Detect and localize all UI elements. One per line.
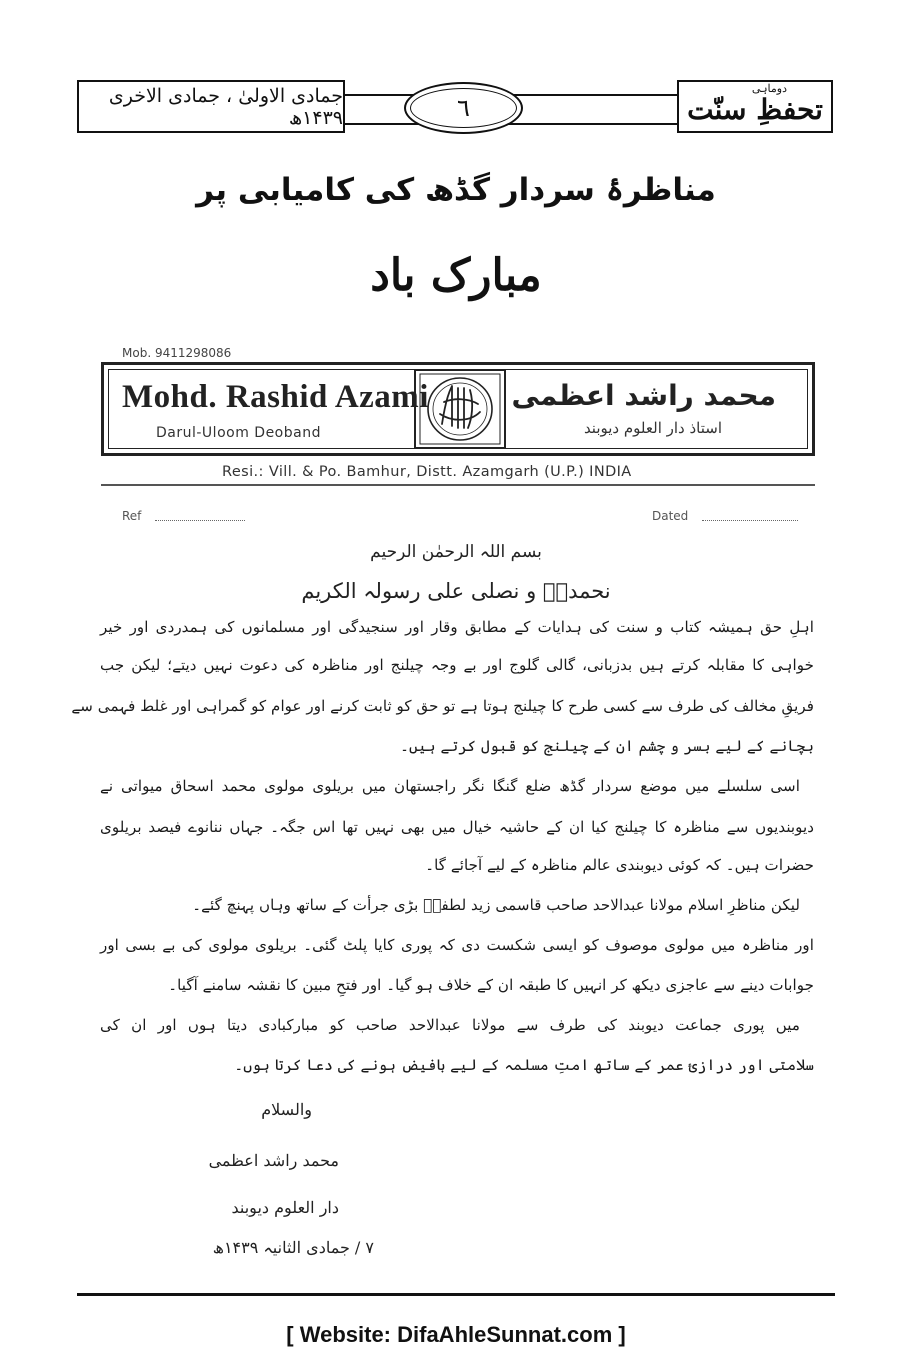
website-footer: [ Website: DifaAhleSunnat.com ] (286, 1322, 626, 1347)
letterhead-institution-en: Darul-Uloom Deoband (156, 425, 321, 441)
letter-line: دیوبندیوں سے مناظرہ کا چیلنج کیا ان کے حاشیہ خیال میں بھی نہیں تھا اس جگہ۔ جہاں ننانوے فیصد بریلوی (100, 818, 814, 836)
letter-line: جوابات دینے سے عاجزی دیکھ کر انہیں کا طبقہ ان کے خلاف ہو گیا۔ اور فتحِ مبین کا نقشہ سامنے آگیا۔ (168, 976, 814, 994)
letterhead-mobile: Mob. 9411298086 (122, 346, 232, 360)
article-subtitle: مبارک باد (370, 250, 542, 301)
bismillah: بسم اللہ الرحمٰن الرحیم (370, 542, 542, 562)
letterhead-frame (101, 362, 815, 456)
letterhead-name-en: Mohd. Rashid Azami (122, 379, 429, 415)
signed-date: ۷ / جمادی الثانیہ ۱۴۳۹ھ (212, 1238, 374, 1257)
letter-line: خواہی کا مقابلہ کرتے ہیں بدزبانی، گالی گلوج اور بے وجہ چیلنج اور مناظرہ کی دعوت نہیں دیتے؛ لیکن جب (100, 656, 814, 674)
dated-label: Dated (652, 509, 689, 523)
magazine-frequency: دوماہی (751, 82, 787, 95)
letterhead-divider (101, 484, 815, 486)
page-number-badge (404, 82, 523, 134)
letter-line: میں پوری جماعت دیوبند کی طرف سے مولانا عبدالاحد صاحب کو مبارکبادی دیتا ہوں اور ان کی (100, 1016, 800, 1034)
letter-line: فریقِ مخالف کی طرف سے کسی طرح کا چیلنج ہوتا ہے تو حق کو ثابت کرنے اور عوام کو گمراہی اور غلط فہمی سے (71, 697, 814, 715)
footer-rule (77, 1293, 835, 1296)
signatory-institution: دار العلوم دیوبند (231, 1198, 339, 1217)
letterhead-name-ur: محمد راشد اعظمی (511, 379, 776, 412)
issue-date-box (77, 80, 345, 133)
page-number: ٦ (457, 94, 470, 122)
ref-label: Ref (122, 509, 142, 523)
magazine-title: تحفظِ سنّت (687, 93, 823, 126)
letter-line: سلامتی اور درازئ عمر کے ساتھ امتِ مسلمہ کے لیے بافیض ہونے کی دعا کرتا ہوں۔ (234, 1056, 814, 1074)
letterhead-institution-ur: استاذ دار العلوم دیوبند (583, 419, 722, 437)
dated-field-line (702, 520, 798, 521)
signatory-name: محمد راشد اعظمی (208, 1151, 339, 1170)
letterhead-address: Resi.: Vill. & Po. Bamhur, Distt. Azamgarh (U.P.) INDIA (222, 464, 632, 480)
letter-line: اسی سلسلے میں موضع سردار گڈھ ضلع گنگا نگر راجستھان میں بریلوی مولوی محمد اسحاق میواتی نے (100, 777, 800, 795)
header-band (77, 77, 833, 137)
letter-line: لیکن مناظرِ اسلام مولانا عبدالاحد صاحب قاسمی زید لطفہٗ بڑی جرأت کے ساتھ وہاں پہنچ گئے۔ (192, 896, 800, 914)
salutation: نحمدہٗ و نصلی علی رسولہ الکریم (301, 579, 611, 603)
letter-line: اہلِ حق ہمیشہ کتاب و سنت کی ہدایات کے مطابق وقار اور سنجیدگی اور مسلمانوں کی ہمدردی اور خیر (100, 618, 814, 636)
letter-line: حضرات ہیں۔ کہ کوئی دیوبندی عالم مناظرہ کے لیے آجائے گا۔ (425, 856, 814, 874)
closing: والسلام (261, 1100, 312, 1119)
ref-field-line (155, 520, 245, 521)
issue-date: جمادی الاولیٰ ، جمادی الاخری ۱۴۳۹ھ (108, 84, 343, 129)
article-title: مناظرۂ سردار گڈھ کی کامیابی پر (196, 172, 716, 208)
magazine-title-box (677, 80, 833, 133)
letter-line: بچانے کے لیے بسر و چشم ان کے چیلنج کو قبول کرتے ہیں۔ (400, 737, 814, 755)
calligraphy-emblem-icon (412, 368, 508, 450)
letter-line: اور مناظرہ میں مولوی موصوف کو ایسی شکست دی کہ پوری کایا پلٹ گئی۔ بریلوی مولوی کی بے بسی اور (100, 936, 814, 954)
